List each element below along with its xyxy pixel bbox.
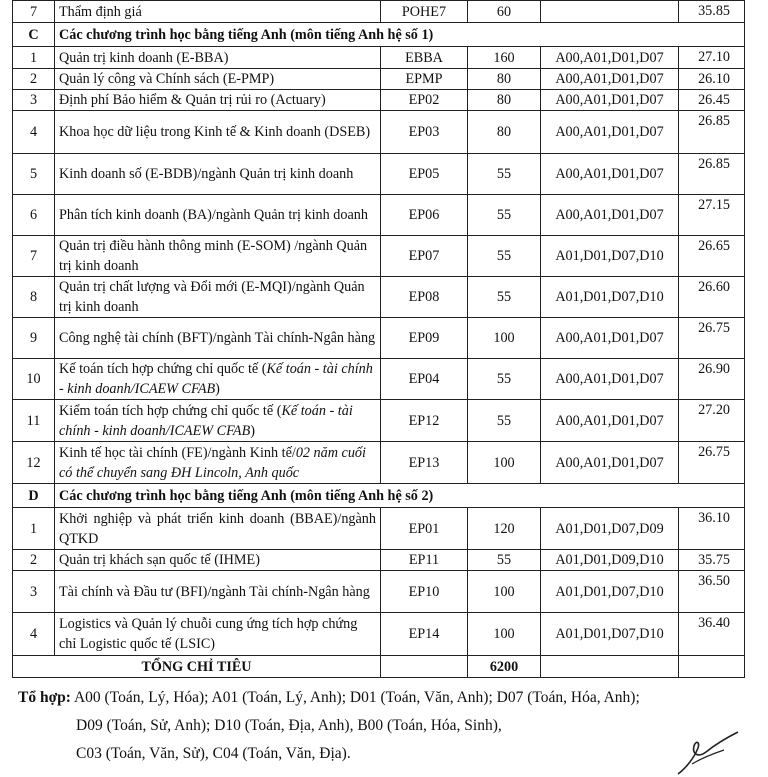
benchmark-score: 26.85: [679, 111, 745, 154]
table-row: [13, 195, 745, 236]
benchmark-score: 27.10: [679, 47, 745, 69]
program-name: [55, 318, 381, 359]
program-quota: 55: [468, 550, 541, 571]
table-row: [13, 613, 745, 656]
total-empty-code: [381, 656, 468, 678]
subject-combos: A01,D01,D09,D10: [541, 550, 679, 571]
benchmark-score: 27.20: [679, 400, 745, 442]
program-name-text: Quản lý công và Chính sách (E-PMP): [59, 71, 275, 87]
subject-combos: A00,A01,D01,D07: [541, 90, 679, 111]
program-quota: 55: [468, 154, 541, 195]
legend-line-1: [18, 684, 738, 712]
row-number: 11: [13, 400, 55, 442]
section-label: C: [13, 23, 55, 47]
program-name: [55, 69, 381, 90]
table-row: [13, 277, 745, 318]
program-code: EP05: [381, 154, 468, 195]
table-row: [13, 359, 745, 400]
legend-line-2: D09 (Toán, Sử, Anh); D10 (Toán, Địa, Anh), B00 (Toán, Hóa, Sinh),: [76, 717, 502, 734]
program-quota: 80: [468, 90, 541, 111]
program-code: EP11: [381, 550, 468, 571]
subject-combos: A01,D01,D07,D09: [541, 508, 679, 550]
program-name-end: ): [215, 381, 220, 397]
benchmark-score: 26.45: [679, 90, 745, 111]
program-name-italic: 02 năm cuối có thể chuyển sang ĐH Lincoln, Anh quốc: [59, 444, 366, 481]
total-row: [13, 656, 745, 678]
combination-legend: [18, 684, 738, 768]
table-row: [13, 400, 745, 442]
program-name: [55, 277, 381, 318]
program-code: EP03: [381, 111, 468, 154]
row-number: 6: [13, 195, 55, 236]
program-code: EP08: [381, 277, 468, 318]
benchmark-score: 26.65: [679, 236, 745, 277]
program-code: EP01: [381, 508, 468, 550]
row-number: 2: [13, 69, 55, 90]
section-title: Các chương trình học bằng tiếng Anh (môn tiếng Anh hệ số 1): [55, 23, 745, 47]
program-name: [55, 550, 381, 571]
program-code: POHE7: [381, 1, 468, 23]
row-number: 7: [13, 1, 55, 23]
table-row: [13, 550, 745, 571]
program-quota: 80: [468, 111, 541, 154]
program-quota: 55: [468, 195, 541, 236]
row-number: 10: [13, 359, 55, 400]
program-name-end: ): [250, 422, 255, 439]
program-name-text: Công nghệ tài chính (BFT)/ngành Tài chính-Ngân hàng: [59, 330, 376, 346]
program-name-text: Thẩm định giá: [59, 3, 142, 20]
subject-combos: A00,A01,D01,D07: [541, 47, 679, 69]
program-name-text: Khởi nghiệp và phát triển kinh doanh (BBAE)/ngành QTKD: [59, 510, 376, 547]
program-code: EP07: [381, 236, 468, 277]
table-row: [13, 154, 745, 195]
program-name-text: Quản trị kinh doanh (E-BBA): [59, 49, 229, 66]
benchmark-score: 26.75: [679, 318, 745, 359]
table-row: [13, 236, 745, 277]
subject-combos: A00,A01,D01,D07: [541, 69, 679, 90]
program-name-text: Kiểm toán tích hợp chứng chỉ quốc tế (: [59, 402, 282, 419]
program-name: [55, 236, 381, 277]
program-name: [55, 154, 381, 195]
benchmark-score: 27.15: [679, 195, 745, 236]
benchmark-score: 26.10: [679, 69, 745, 90]
program-name-text: Kế toán tích hợp chứng chỉ quốc tế (: [59, 361, 267, 377]
subject-combos: A00,A01,D01,D07: [541, 442, 679, 484]
program-code: EP12: [381, 400, 468, 442]
table-row: [13, 47, 745, 69]
program-code: EP14: [381, 613, 468, 656]
total-label: TỔNG CHỈ TIÊU: [13, 656, 381, 678]
row-number: 7: [13, 236, 55, 277]
row-number: 4: [13, 613, 55, 656]
program-name: [55, 111, 381, 154]
subject-combos: A00,A01,D01,D07: [541, 400, 679, 442]
program-name-text: Quản trị chất lượng và Đổi mới (E-MQI)/ngành Quản trị kinh doanh: [59, 279, 365, 315]
program-code: EP10: [381, 571, 468, 613]
program-quota: 100: [468, 442, 541, 484]
program-quota: 55: [468, 236, 541, 277]
subject-combos: A00,A01,D01,D07: [541, 154, 679, 195]
row-number: 4: [13, 111, 55, 154]
program-name-italic: Kế toán - tài chính - kinh doanh/ICAEW CFAB: [59, 402, 353, 439]
program-quota: 120: [468, 508, 541, 550]
section-row: [13, 484, 745, 508]
section-title: Các chương trình học bằng tiếng Anh (môn tiếng Anh hệ số 2): [55, 484, 745, 508]
row-number: 3: [13, 90, 55, 111]
subject-combos: A00,A01,D01,D07: [541, 111, 679, 154]
benchmark-score: 26.75: [679, 442, 745, 484]
program-name: [55, 442, 381, 484]
row-number: 2: [13, 550, 55, 571]
legend-title: Tổ hợp:: [18, 689, 71, 706]
subject-combos: [541, 1, 679, 23]
signature-mark: [672, 728, 752, 777]
benchmark-score: 35.85: [679, 1, 745, 23]
program-quota: 100: [468, 613, 541, 656]
subject-combos: A01,D01,D07,D10: [541, 277, 679, 318]
subject-combos: A00,A01,D01,D07: [541, 318, 679, 359]
program-quota: 55: [468, 277, 541, 318]
program-code: EP04: [381, 359, 468, 400]
program-name: [55, 400, 381, 442]
table-row: [13, 442, 745, 484]
program-name: [55, 195, 381, 236]
program-quota: 100: [468, 318, 541, 359]
program-name: [55, 359, 381, 400]
program-quota: 60: [468, 1, 541, 23]
row-number: 9: [13, 318, 55, 359]
program-name-text: Quản trị khách sạn quốc tế (IHME): [59, 552, 260, 568]
legend-text-1: A00 (Toán, Lý, Hóa); A01 (Toán, Lý, Anh); D01 (Toán, Văn, Anh); D07 (Toán, Hóa, Anh);: [73, 689, 640, 706]
program-name-text: Tài chính và Đầu tư (BFI)/ngành Tài chính-Ngân hàng: [59, 583, 370, 600]
program-quota: 100: [468, 571, 541, 613]
program-name: [55, 1, 381, 23]
program-code: EP02: [381, 90, 468, 111]
table-row: [13, 111, 745, 154]
program-quota: 80: [468, 69, 541, 90]
row-number: 3: [13, 571, 55, 613]
benchmark-score: 26.90: [679, 359, 745, 400]
table-row: [13, 69, 745, 90]
benchmark-score: 36.50: [679, 571, 745, 613]
section-row: [13, 23, 745, 47]
program-code: EBBA: [381, 47, 468, 69]
program-name-text: Khoa học dữ liệu trong Kinh tế & Kinh doanh (DSEB): [59, 124, 371, 140]
admission-table: [12, 0, 745, 678]
subject-combos: A01,D01,D07,D10: [541, 613, 679, 656]
row-number: 1: [13, 508, 55, 550]
table-body: [13, 1, 745, 678]
subject-combos: A00,A01,D01,D07: [541, 195, 679, 236]
table-row: [13, 1, 745, 23]
program-quota: 160: [468, 47, 541, 69]
subject-combos: A01,D01,D07,D10: [541, 571, 679, 613]
program-code: EP09: [381, 318, 468, 359]
table-row: [13, 318, 745, 359]
program-code: EP06: [381, 195, 468, 236]
program-name-text: Kinh doanh số (E-BDB)/ngành Quản trị kinh doanh: [59, 166, 354, 182]
program-name-text: Định phí Bảo hiểm & Quản trị rủi ro (Actuary): [59, 92, 326, 108]
program-name-italic: Kế toán - tài chính - kinh doanh/ICAEW CFAB: [59, 361, 373, 397]
benchmark-score: 36.40: [679, 613, 745, 656]
benchmark-score: 26.85: [679, 154, 745, 195]
legend-line-3: C03 (Toán, Văn, Sử), C04 (Toán, Văn, Địa).: [76, 745, 351, 762]
program-name: [55, 508, 381, 550]
subject-combos: A01,D01,D07,D10: [541, 236, 679, 277]
program-name: [55, 613, 381, 656]
program-name-text: Quản trị điều hành thông minh (E-SOM) /ngành Quản trị kinh doanh: [59, 238, 368, 274]
program-name: [55, 90, 381, 111]
table-row: [13, 90, 745, 111]
program-name-text: Phân tích kinh doanh (BA)/ngành Quản trị kinh doanh: [59, 207, 368, 223]
row-number: 5: [13, 154, 55, 195]
total-empty-combo: [541, 656, 679, 678]
benchmark-score: 36.10: [679, 508, 745, 550]
row-number: 8: [13, 277, 55, 318]
table-row: [13, 571, 745, 613]
program-name: [55, 571, 381, 613]
row-number: 1: [13, 47, 55, 69]
total-empty-score: [679, 656, 745, 678]
program-name-text: Kinh tế học tài chính (FE)/ngành Kinh tế/: [59, 444, 296, 461]
program-quota: 55: [468, 400, 541, 442]
benchmark-score: 26.60: [679, 277, 745, 318]
program-name: [55, 47, 381, 69]
program-code: EP13: [381, 442, 468, 484]
section-label: D: [13, 484, 55, 508]
benchmark-score: 35.75: [679, 550, 745, 571]
table-row: [13, 508, 745, 550]
row-number: 12: [13, 442, 55, 484]
program-code: EPMP: [381, 69, 468, 90]
total-quota: 6200: [468, 656, 541, 678]
program-name-text: Logistics và Quản lý chuỗi cung ứng tích hợp chứng chỉ Logistic quốc tế (LSIC): [59, 616, 358, 652]
subject-combos: A00,A01,D01,D07: [541, 359, 679, 400]
program-quota: 55: [468, 359, 541, 400]
